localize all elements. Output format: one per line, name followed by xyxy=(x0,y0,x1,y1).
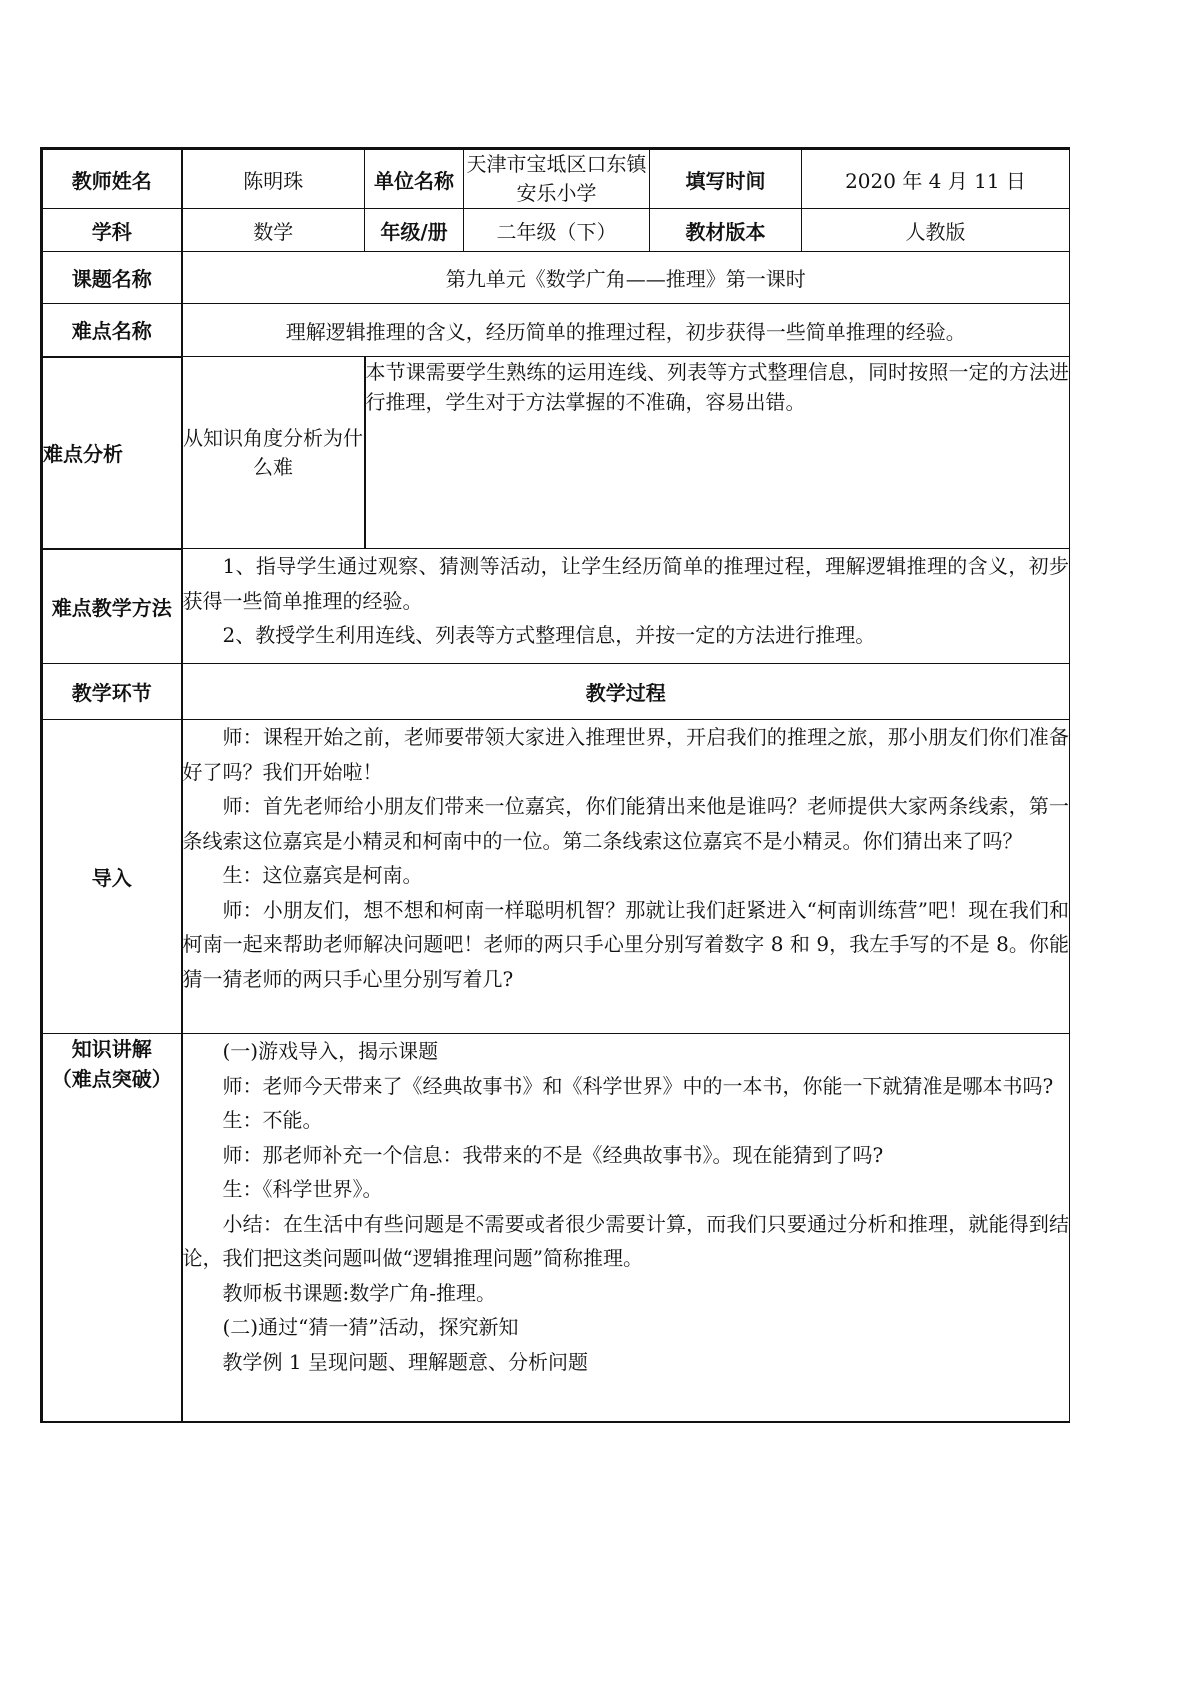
knowledge-paragraph: 教学例 1 呈现问题、理解题意、分析问题 xyxy=(222,1349,588,1374)
row-subject-info xyxy=(42,209,1070,252)
process-heading: 教学过程 xyxy=(182,664,1070,720)
knowledge-paragraph: 师：那老师补充一个信息：我带来的不是《经典故事书》。现在能猜到了吗? xyxy=(222,1142,884,1167)
knowledge-paragraph: 教师板书课题:数学广角-推理。 xyxy=(222,1280,496,1305)
knowledge-content xyxy=(182,1034,1070,1422)
knowledge-label-main: 知识讲解 xyxy=(71,1037,152,1061)
topic-value: 第九单元《数学广角——推理》第一课时 xyxy=(182,252,1070,304)
row-analysis xyxy=(42,357,1070,549)
row-topic xyxy=(42,252,1070,304)
difficulty-value: 理解逻辑推理的含义，经历简单的推理过程，初步获得一些简单推理的经验。 xyxy=(182,304,1070,357)
difficulty-label: 难点名称 xyxy=(42,304,182,357)
grade-value: 二年级（下） xyxy=(464,209,650,252)
subject-label: 学科 xyxy=(42,209,182,252)
teacher-label: 教师姓名 xyxy=(42,149,182,209)
analysis-label: 难点分析 xyxy=(42,357,182,549)
knowledge-label xyxy=(42,1034,182,1422)
knowledge-label-sub: （难点突破） xyxy=(51,1067,172,1091)
intro-paragraph: 师：首先老师给小朋友们带来一位嘉宾，你们能猜出来他是谁吗？老师提供大家两条线索，第一条线索这位嘉宾是小精灵和柯南中的一位。第二条线索这位嘉宾不是小精灵。你们猜出来了吗？ xyxy=(182,794,1069,853)
methods-label: 难点教学方法 xyxy=(42,549,182,664)
methods-content xyxy=(182,549,1070,664)
row-knowledge xyxy=(42,1034,1070,1422)
knowledge-paragraph: 小结：在生活中有些问题是不需要或者很少需要计算，而我们只要通过分析和推理，就能得到结论，我们把这类问题叫做“逻辑推理问题”简称推理。 xyxy=(182,1211,1069,1270)
knowledge-paragraph: 生：《科学世界》。 xyxy=(222,1177,383,1201)
subject-value: 数学 xyxy=(182,209,365,252)
topic-label: 课题名称 xyxy=(42,252,182,304)
knowledge-paragraph: 师：老师今天带来了《经典故事书》和《科学世界》中的一本书，你能一下就猜准是哪本书吗? xyxy=(222,1073,1054,1098)
analysis-sub-label: 从知识角度分析为什么难 xyxy=(182,357,365,549)
knowledge-paragraph: (二)通过“猜一猜”活动，探究新知 xyxy=(222,1315,519,1339)
intro-content xyxy=(182,720,1070,1034)
date-label: 填写时间 xyxy=(650,149,802,209)
row-process-header xyxy=(42,664,1070,720)
row-methods xyxy=(42,549,1070,664)
date-value: 2020 年 4 月 11 日 xyxy=(802,149,1070,209)
intro-label: 导入 xyxy=(42,720,182,1034)
textbook-label: 教材版本 xyxy=(650,209,802,252)
knowledge-paragraph: (一)游戏导入，揭示课题 xyxy=(222,1039,439,1063)
school-name: 天津市宝坻区口东镇安乐小学 xyxy=(464,149,650,209)
teacher-name: 陈明珠 xyxy=(182,149,365,209)
process-stage-label: 教学环节 xyxy=(42,664,182,720)
row-intro xyxy=(42,720,1070,1034)
grade-label: 年级/册 xyxy=(365,209,464,252)
school-label: 单位名称 xyxy=(365,149,464,209)
intro-paragraph: 师：小朋友们，想不想和柯南一样聪明机智？那就让我们赶紧进入“柯南训练营”吧！现在我们和柯南一起来帮助老师解决问题吧！老师的两只手心里分别写着数字 8 和 9，我左手写的不是 8。你能猜一猜老师的两只手心里分别写着几? xyxy=(182,897,1069,991)
row-difficulty xyxy=(42,304,1070,357)
row-teacher-info xyxy=(42,149,1070,209)
knowledge-paragraph: 生：不能。 xyxy=(222,1108,323,1132)
intro-paragraph: 师：课程开始之前，老师要带领大家进入推理世界，开启我们的推理之旅，那小朋友们你们准备好了吗？我们开始啦！ xyxy=(182,725,1069,784)
intro-paragraph: 生：这位嘉宾是柯南。 xyxy=(222,863,423,887)
textbook-value: 人教版 xyxy=(802,209,1070,252)
analysis-content: 本节课需要学生熟练的运用连线、列表等方式整理信息，同时按照一定的方法进行推理，学生对于方法掌握的不准确，容易出错。 xyxy=(365,357,1070,549)
lesson-plan-table xyxy=(40,147,1070,1423)
methods-paragraph: 1、指导学生通过观察、猜测等活动，让学生经历简单的推理过程，理解逻辑推理的含义，初步获得一些简单推理的经验。 xyxy=(182,554,1069,613)
methods-paragraph: 2、教授学生利用连线、列表等方式整理信息，并按一定的方法进行推理。 xyxy=(222,623,876,647)
